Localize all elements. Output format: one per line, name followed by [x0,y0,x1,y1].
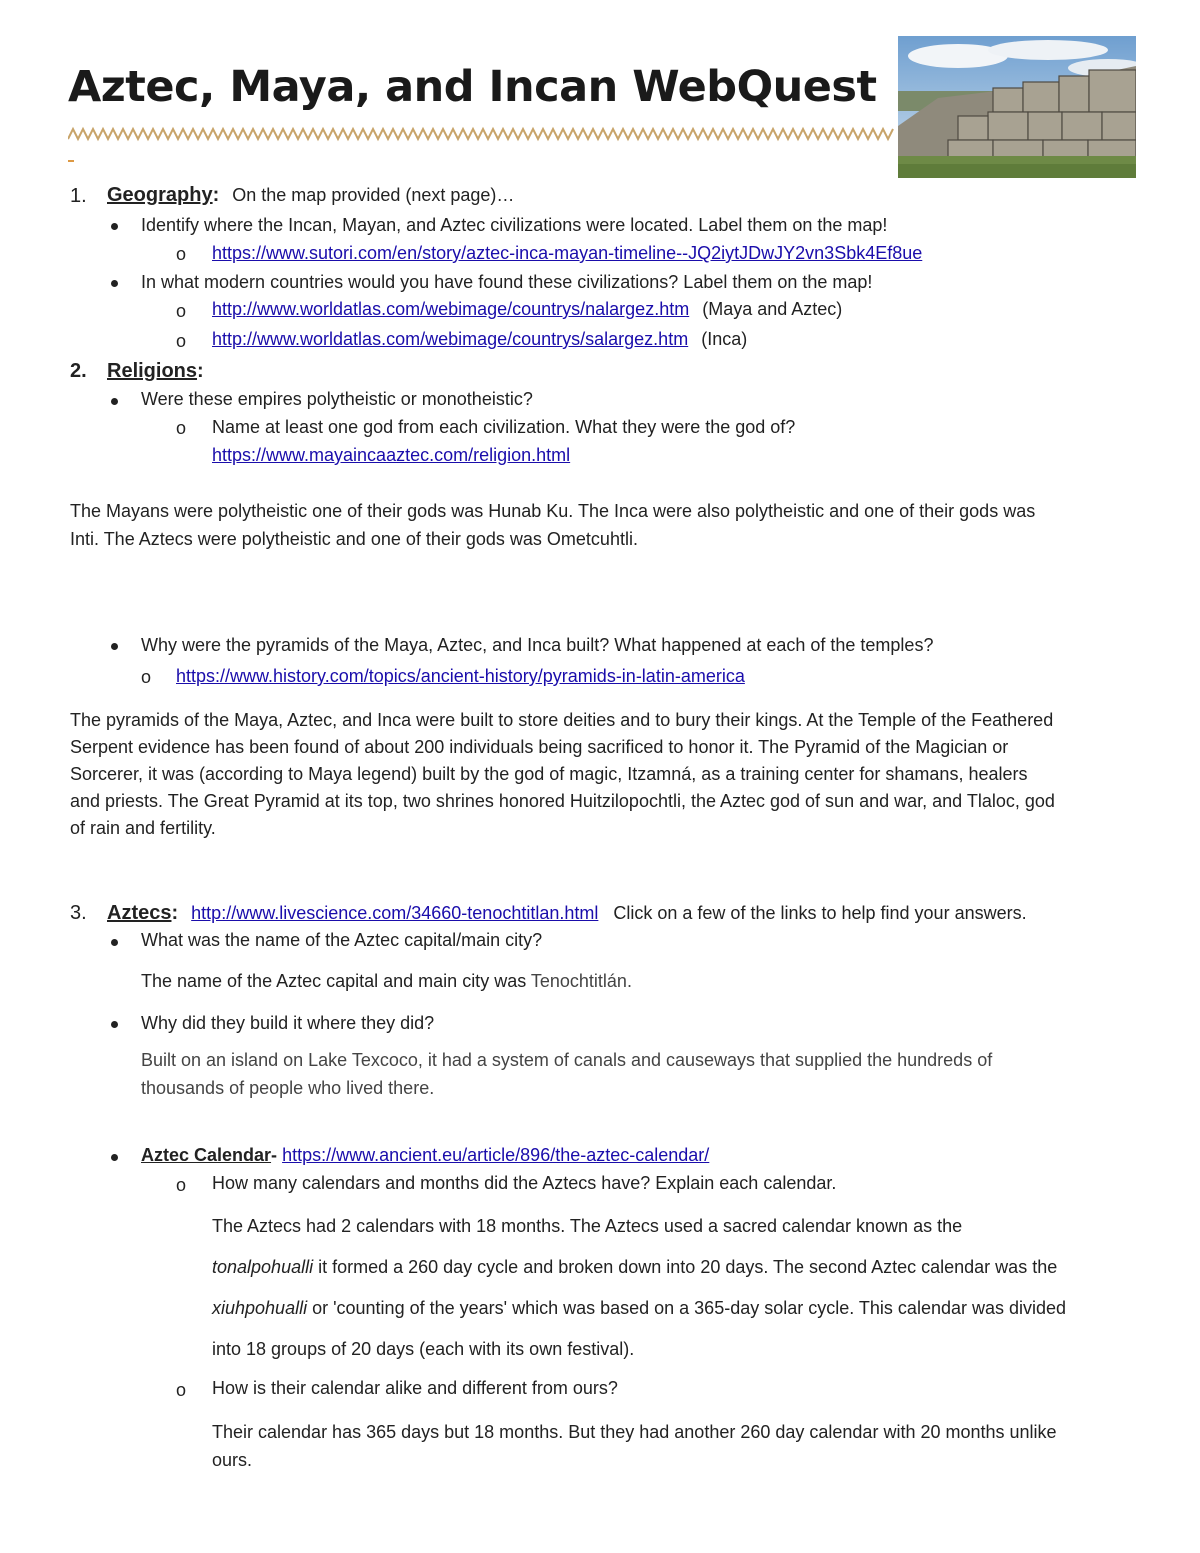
pyramids-answer-line-2: Serpent evidence has been found of about 200 individuals being sacrificed to honor it. The Pyramid of the Magician or [70,737,1009,757]
document-title: Aztec, Maya, and Incan WebQuest [68,62,877,112]
calendar-answer-1-line-3-text: or 'counting of the years' which was based on a 365-day solar cycle. This calendar was divided [307,1298,1067,1318]
pyramids-answer-line-3: Sorcerer, it was (according to Maya legend) built by the god of magic, Itzamná, as a training center for shamans, healers [70,764,1028,784]
section-3-number: 3. [70,902,87,924]
ancient-eu-calendar-link[interactable]: https://www.ancient.eu/article/896/the-aztec-calendar/ [282,1145,710,1165]
religions-colon: : [197,360,204,382]
aztec-capital-answer [141,971,632,992]
religion-question-1: Were these empires polytheistic or monotheistic? [141,389,533,409]
sub-bullet-icon: o [176,331,187,351]
aztec-capital-city: Tenochtitlán. [530,971,632,991]
aztec-capital-question: What was the name of the Aztec capital/main city? [141,930,543,950]
sub-bullet-icon: o [176,418,187,438]
aztec-calendar-row [141,1145,709,1166]
calendar-question-2: How is their calendar alike and different from ours? [212,1378,618,1398]
pyramids-answer-line-4: and priests. The Great Pyramid at its top, two shrines honored Huitzilopochtli, the Aztec god of sun and war, and Tlaloc, god [70,791,1055,811]
calendar-answer-1-line-2-text: it formed a 260 day cycle and broken down into 20 days. The second Aztec calendar was the [313,1257,1058,1277]
religion-answer-line-1: The Mayans were polytheistic one of their gods was Hunab Ku. The Inca were also polytheistic and one of their gods was [70,501,1036,521]
bullet-icon [111,398,118,405]
aztec-calendar-heading: Aztec Calendar [141,1145,272,1165]
inca-stone-wall-photo [898,36,1136,178]
geography-colon: : [212,184,220,206]
section-2-heading-row [107,360,204,383]
pyramids-question: Why were the pyramids of the Maya, Aztec, and Inca built? What happened at each of the temples? [141,635,934,655]
history-pyramids-link[interactable]: https://www.history.com/topics/ancient-history/pyramids-in-latin-america [176,666,745,686]
religions-heading: Religions [107,360,198,382]
religion-subquestion: Name at least one god from each civilization. What they were the god of? [212,417,796,437]
aztecs-instructions: Click on a few of the links to help find your answers. [613,903,1027,923]
section-1-heading-row [107,184,514,207]
section-3-heading-row [107,902,1027,925]
sub-bullet-icon: o [176,1380,187,1400]
calendar-answer-1-line-2 [212,1257,1057,1278]
calendar-answer-1-line-3 [212,1298,1066,1319]
pyramids-answer-line-5: of rain and fertility. [70,818,216,838]
bullet-icon [111,280,118,287]
calendar-answer-1-line-4: into 18 groups of 20 days (each with its own festival). [212,1339,635,1359]
sutori-timeline-link[interactable]: https://www.sutori.com/en/story/aztec-inca-mayan-timeline--JQ2iytJDwJY2vn3Sbk4Ef8ue [212,243,923,263]
section-2-number: 2. [70,360,87,382]
bullet-icon [111,223,118,230]
small-dash-mark [68,160,74,162]
geography-question-2: In what modern countries would you have found these civilizations? Label them on the map! [141,272,873,292]
aztec-calendar-dash: - [271,1145,278,1165]
bullet-icon [111,1154,118,1161]
bullet-icon [111,643,118,650]
aztec-capital-answer-text: The name of the Aztec capital and main city was [141,971,531,991]
capital-location-answer-line-2: thousands of people who lived there. [141,1078,435,1098]
geography-question-1: Identify where the Incan, Mayan, and Aztec civilizations were located. Label them on the map! [141,215,888,235]
livescience-tenochtitlan-link[interactable]: http://www.livescience.com/34660-tenochtitlan.html [191,903,599,923]
maya-aztec-note: (Maya and Aztec) [702,299,843,319]
capital-location-answer-line-1: Built on an island on Lake Texcoco, it had a system of canals and causeways that supplied the hundreds of [141,1050,993,1070]
sub-bullet-icon: o [176,1175,187,1195]
religion-answer-line-2: Inti. The Aztecs were polytheistic and one of their gods was Ometcuhtli. [70,529,638,549]
worldatlas-sa-row [212,329,747,350]
aztecs-heading: Aztecs [107,902,172,924]
pyramids-answer-line-1: The pyramids of the Maya, Aztec, and Inca were built to store deities and to bury their kings. At the Temple of the Feathered [70,710,1054,730]
xiuhpohualli-term: xiuhpohualli [212,1298,308,1318]
sub-bullet-icon: o [141,667,152,687]
worldatlas-na-row [212,299,842,320]
sub-bullet-icon: o [176,244,187,264]
bullet-icon [111,939,118,946]
mayaincaaztec-religion-link[interactable]: https://www.mayaincaaztec.com/religion.html [212,445,571,465]
calendar-answer-2-line-2: ours. [212,1450,253,1470]
inca-note: (Inca) [701,329,748,349]
calendar-question-1: How many calendars and months did the Aztecs have? Explain each calendar. [212,1173,837,1193]
aztecs-colon: : [171,902,179,924]
calendar-answer-2-line-1: Their calendar has 365 days but 18 months. But they had another 260 day calendar with 20 months unlike [212,1422,1057,1442]
worldatlas-salargez-link[interactable]: http://www.worldatlas.com/webimage/countrys/salargez.htm [212,329,689,349]
worldatlas-nalargez-link[interactable]: http://www.worldatlas.com/webimage/countrys/nalargez.htm [212,299,690,319]
zigzag-divider [68,126,898,142]
geography-heading: Geography [107,184,213,206]
geography-intro: On the map provided (next page)… [232,185,515,205]
tonalpohualli-term: tonalpohualli [212,1257,314,1277]
capital-location-question: Why did they build it where they did? [141,1013,435,1033]
section-1-number: 1. [70,185,87,207]
bullet-icon [111,1021,118,1028]
calendar-answer-1-line-1: The Aztecs had 2 calendars with 18 months. The Aztecs used a sacred calendar known as the [212,1216,963,1236]
sub-bullet-icon: o [176,301,187,321]
